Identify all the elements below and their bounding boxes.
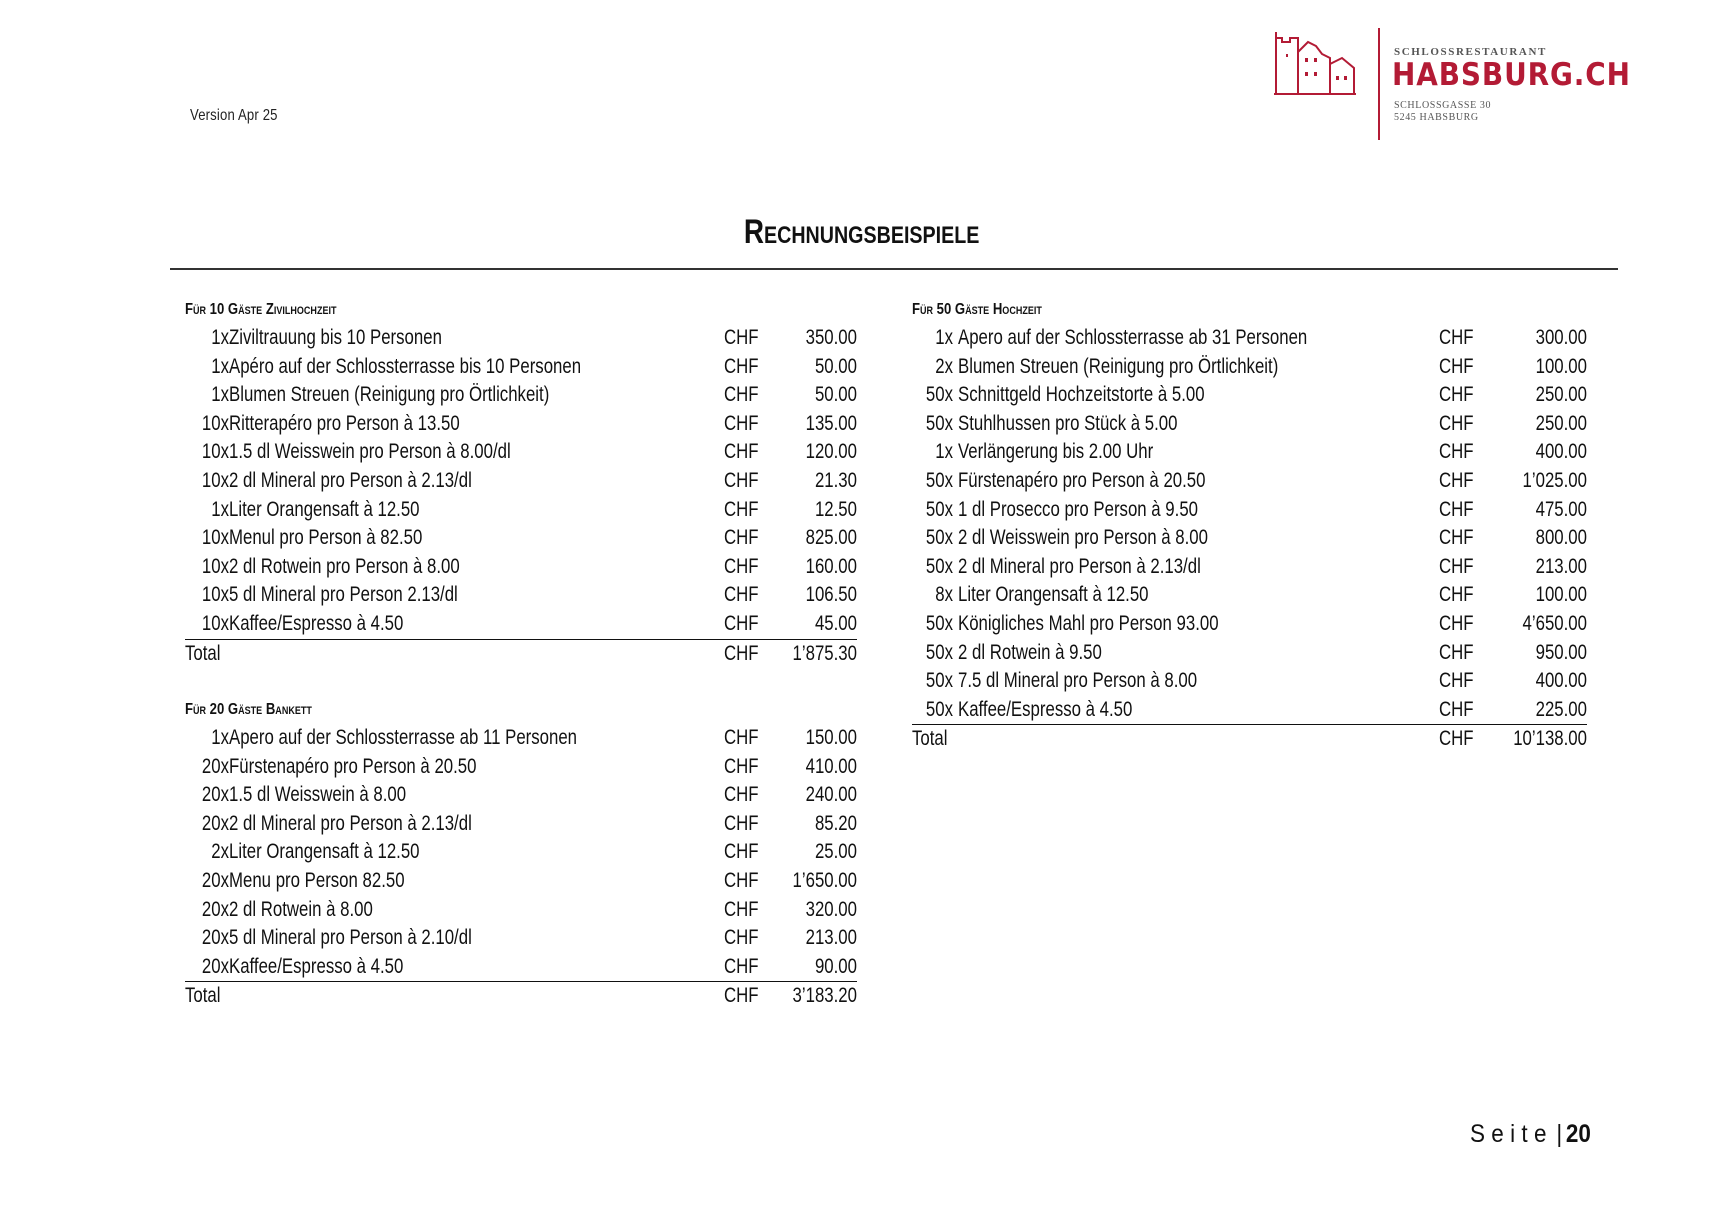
item-description: 1 dl Prosecco pro Person à 9.50 bbox=[958, 497, 1199, 521]
item-quantity: 1x bbox=[935, 440, 953, 464]
logo-brand: HABSBURG.CH bbox=[1392, 57, 1631, 93]
item-quantity: 50x bbox=[925, 554, 953, 578]
item-quantity: 8x bbox=[935, 583, 953, 607]
item-list bbox=[185, 724, 857, 981]
item-currency: CHF bbox=[724, 811, 759, 835]
item-amount: 21.30 bbox=[814, 468, 857, 492]
item-quantity: 20x bbox=[201, 897, 229, 921]
line-item bbox=[912, 639, 1587, 668]
item-amount: 320.00 bbox=[805, 897, 857, 921]
item-quantity: 1x bbox=[935, 326, 953, 349]
line-item bbox=[912, 524, 1587, 553]
item-currency: CHF bbox=[724, 897, 759, 921]
item-description: 5 dl Mineral pro Person 2.13/dl bbox=[229, 583, 458, 607]
item-list bbox=[912, 324, 1587, 724]
item-amount: 45.00 bbox=[814, 611, 857, 635]
item-currency: CHF bbox=[724, 354, 759, 378]
total-label: Total bbox=[185, 984, 221, 1008]
item-amount: 225.00 bbox=[1535, 697, 1587, 721]
item-description: Liter Orangensaft à 12.50 bbox=[229, 497, 420, 521]
item-currency: CHF bbox=[724, 526, 759, 550]
item-currency: CHF bbox=[724, 497, 759, 521]
page-title-wrap bbox=[0, 213, 1723, 252]
item-description: Kaffee/Espresso à 4.50 bbox=[229, 611, 404, 635]
item-currency: CHF bbox=[1439, 554, 1474, 578]
item-description: 5 dl Mineral pro Person à 2.10/dl bbox=[229, 926, 472, 950]
line-item bbox=[912, 667, 1587, 696]
castle-icon bbox=[1272, 28, 1372, 100]
item-amount: 1’650.00 bbox=[792, 868, 857, 892]
line-item bbox=[185, 724, 857, 753]
item-quantity: 50x bbox=[925, 468, 953, 492]
page-footer bbox=[1470, 1120, 1591, 1149]
line-item bbox=[185, 410, 857, 439]
item-currency: CHF bbox=[724, 783, 759, 807]
line-item bbox=[185, 467, 857, 496]
item-amount: 250.00 bbox=[1535, 383, 1587, 407]
item-amount: 100.00 bbox=[1535, 354, 1587, 378]
item-currency: CHF bbox=[724, 411, 759, 435]
item-currency: CHF bbox=[1439, 669, 1474, 693]
item-description: Liter Orangensaft à 12.50 bbox=[229, 840, 420, 864]
item-quantity: 10x bbox=[201, 554, 229, 578]
item-amount: 410.00 bbox=[805, 754, 857, 778]
page-label: Seite bbox=[1470, 1120, 1553, 1148]
item-description: 7.5 dl Mineral pro Person à 8.00 bbox=[958, 669, 1198, 693]
item-description: Kaffee/Espresso à 4.50 bbox=[958, 697, 1133, 721]
item-currency: CHF bbox=[724, 326, 759, 349]
item-currency: CHF bbox=[1439, 326, 1474, 349]
item-description: 2 dl Mineral pro Person à 2.13/dl bbox=[229, 468, 472, 492]
line-item bbox=[185, 953, 857, 982]
line-item bbox=[185, 781, 857, 810]
line-item bbox=[185, 324, 857, 353]
page-number: 20 bbox=[1565, 1120, 1591, 1148]
item-description: Apero auf der Schlossterrasse ab 11 Personen bbox=[229, 726, 578, 749]
item-amount: 120.00 bbox=[805, 440, 857, 464]
item-currency: CHF bbox=[1439, 583, 1474, 607]
item-quantity: 20x bbox=[201, 868, 229, 892]
item-currency: CHF bbox=[724, 440, 759, 464]
item-description: Königliches Mahl pro Person 93.00 bbox=[958, 611, 1219, 635]
total-amount: 10’138.00 bbox=[1513, 727, 1587, 751]
item-amount: 150.00 bbox=[805, 726, 857, 749]
item-description: 2 dl Weisswein pro Person à 8.00 bbox=[958, 526, 1208, 550]
item-currency: CHF bbox=[724, 468, 759, 492]
line-item bbox=[912, 324, 1587, 353]
item-description: Apéro auf der Schlossterrasse bis 10 Personen bbox=[229, 354, 582, 378]
item-currency: CHF bbox=[724, 383, 759, 407]
invoice-example-10-guests bbox=[185, 296, 857, 668]
line-item bbox=[185, 924, 857, 953]
item-quantity: 10x bbox=[201, 411, 229, 435]
version-label: Version Apr 25 bbox=[190, 107, 278, 124]
item-quantity: 1x bbox=[211, 383, 229, 407]
total-amount: 3’183.20 bbox=[792, 984, 857, 1008]
line-item bbox=[912, 353, 1587, 382]
item-quantity: 1x bbox=[211, 726, 229, 749]
line-item bbox=[185, 524, 857, 553]
line-item bbox=[185, 381, 857, 410]
item-amount: 50.00 bbox=[814, 383, 857, 407]
item-currency: CHF bbox=[1439, 497, 1474, 521]
item-description: Ziviltrauung bis 10 Personen bbox=[229, 326, 442, 349]
total-row bbox=[185, 981, 857, 1011]
item-amount: 1’025.00 bbox=[1522, 468, 1587, 492]
item-description: Kaffee/Espresso à 4.50 bbox=[229, 954, 404, 978]
line-item bbox=[912, 438, 1587, 467]
item-currency: CHF bbox=[1439, 697, 1474, 721]
item-description: 2 dl Mineral pro Person à 2.13/dl bbox=[958, 554, 1201, 578]
item-amount: 12.50 bbox=[814, 497, 857, 521]
logo-address-city: 5245 HABSBURG bbox=[1394, 112, 1479, 123]
line-item bbox=[912, 467, 1587, 496]
page-title: Rechnungsbeispiele bbox=[743, 213, 980, 251]
item-amount: 25.00 bbox=[814, 840, 857, 864]
item-amount: 400.00 bbox=[1535, 669, 1587, 693]
logo-tagline: SCHLOSSRESTAURANT bbox=[1394, 46, 1547, 58]
line-item bbox=[185, 353, 857, 382]
item-quantity: 50x bbox=[925, 640, 953, 664]
item-description: 1.5 dl Weisswein pro Person à 8.00/dl bbox=[229, 440, 511, 464]
item-amount: 475.00 bbox=[1535, 497, 1587, 521]
item-list bbox=[185, 324, 857, 639]
item-amount: 4’650.00 bbox=[1522, 611, 1587, 635]
total-amount: 1’875.30 bbox=[792, 641, 857, 665]
item-currency: CHF bbox=[724, 868, 759, 892]
item-quantity: 10x bbox=[201, 468, 229, 492]
item-currency: CHF bbox=[1439, 354, 1474, 378]
total-row bbox=[185, 639, 857, 669]
item-currency: CHF bbox=[724, 754, 759, 778]
item-quantity: 20x bbox=[201, 754, 229, 778]
item-quantity: 2x bbox=[211, 840, 229, 864]
item-quantity: 50x bbox=[925, 411, 953, 435]
line-item bbox=[185, 610, 857, 639]
block-heading: Für 50 Gäste Hochzeit bbox=[912, 301, 1042, 318]
item-amount: 90.00 bbox=[814, 954, 857, 978]
item-currency: CHF bbox=[1439, 640, 1474, 664]
line-item bbox=[912, 496, 1587, 525]
total-label: Total bbox=[185, 641, 221, 665]
total-currency: CHF bbox=[724, 641, 759, 665]
item-amount: 800.00 bbox=[1535, 526, 1587, 550]
item-amount: 100.00 bbox=[1535, 583, 1587, 607]
item-quantity: 2x bbox=[935, 354, 953, 378]
item-description: Menul pro Person à 82.50 bbox=[229, 526, 423, 550]
item-currency: CHF bbox=[724, 926, 759, 950]
item-amount: 85.20 bbox=[814, 811, 857, 835]
line-item bbox=[912, 581, 1587, 610]
item-description: 2 dl Mineral pro Person à 2.13/dl bbox=[229, 811, 472, 835]
line-item bbox=[185, 581, 857, 610]
item-description: Stuhlhussen pro Stück à 5.00 bbox=[958, 411, 1178, 435]
item-quantity: 20x bbox=[201, 926, 229, 950]
item-quantity: 10x bbox=[201, 583, 229, 607]
item-description: Fürstenapéro pro Person à 20.50 bbox=[229, 754, 477, 778]
line-item bbox=[912, 410, 1587, 439]
item-currency: CHF bbox=[724, 726, 759, 749]
item-currency: CHF bbox=[1439, 526, 1474, 550]
item-quantity: 1x bbox=[211, 497, 229, 521]
total-label: Total bbox=[912, 727, 948, 751]
item-amount: 400.00 bbox=[1535, 440, 1587, 464]
item-description: 1.5 dl Weisswein à 8.00 bbox=[229, 783, 407, 807]
block-heading: Für 20 Gäste Bankett bbox=[185, 701, 312, 718]
item-quantity: 20x bbox=[201, 811, 229, 835]
item-currency: CHF bbox=[1439, 468, 1474, 492]
item-description: 2 dl Rotwein à 9.50 bbox=[958, 640, 1102, 664]
item-amount: 160.00 bbox=[805, 554, 857, 578]
line-item bbox=[185, 753, 857, 782]
item-description: Apero auf der Schlossterrasse ab 31 Personen bbox=[958, 326, 1308, 349]
line-item bbox=[185, 810, 857, 839]
total-row bbox=[912, 724, 1587, 754]
item-description: Schnittgeld Hochzeitstorte à 5.00 bbox=[958, 383, 1205, 407]
total-currency: CHF bbox=[724, 984, 759, 1008]
item-description: Ritterapéro pro Person à 13.50 bbox=[229, 411, 460, 435]
item-currency: CHF bbox=[1439, 411, 1474, 435]
line-item bbox=[185, 867, 857, 896]
item-amount: 213.00 bbox=[1535, 554, 1587, 578]
item-currency: CHF bbox=[724, 554, 759, 578]
line-item bbox=[185, 838, 857, 867]
invoice-example-50-guests bbox=[912, 296, 1587, 754]
item-quantity: 20x bbox=[201, 783, 229, 807]
item-amount: 50.00 bbox=[814, 354, 857, 378]
total-currency: CHF bbox=[1439, 727, 1474, 751]
item-amount: 106.50 bbox=[805, 583, 857, 607]
item-amount: 300.00 bbox=[1535, 326, 1587, 349]
item-description: 2 dl Rotwein à 8.00 bbox=[229, 897, 373, 921]
item-currency: CHF bbox=[1439, 440, 1474, 464]
line-item bbox=[185, 438, 857, 467]
item-amount: 240.00 bbox=[805, 783, 857, 807]
line-item bbox=[912, 696, 1587, 725]
line-item bbox=[912, 381, 1587, 410]
line-item bbox=[912, 553, 1587, 582]
item-currency: CHF bbox=[1439, 383, 1474, 407]
line-item bbox=[185, 496, 857, 525]
item-description: Blumen Streuen (Reinigung pro Örtlichkeit) bbox=[958, 354, 1279, 378]
item-quantity: 20x bbox=[201, 954, 229, 978]
item-currency: CHF bbox=[724, 611, 759, 635]
item-amount: 213.00 bbox=[805, 926, 857, 950]
item-quantity: 50x bbox=[925, 383, 953, 407]
item-quantity: 10x bbox=[201, 526, 229, 550]
item-amount: 250.00 bbox=[1535, 411, 1587, 435]
item-quantity: 50x bbox=[925, 497, 953, 521]
title-divider bbox=[170, 268, 1618, 270]
item-description: Menu pro Person 82.50 bbox=[229, 868, 405, 892]
item-amount: 825.00 bbox=[805, 526, 857, 550]
page-separator: | bbox=[1556, 1120, 1563, 1148]
item-currency: CHF bbox=[1439, 611, 1474, 635]
logo-divider bbox=[1378, 28, 1380, 140]
item-quantity: 50x bbox=[925, 611, 953, 635]
item-amount: 135.00 bbox=[805, 411, 857, 435]
logo-address-street: SCHLOSSGASSE 30 bbox=[1394, 100, 1492, 111]
item-description: Verlängerung bis 2.00 Uhr bbox=[958, 440, 1154, 464]
line-item bbox=[185, 896, 857, 925]
restaurant-logo bbox=[1270, 28, 1631, 143]
item-currency: CHF bbox=[724, 840, 759, 864]
item-quantity: 50x bbox=[925, 526, 953, 550]
invoice-example-20-guests bbox=[185, 696, 857, 1011]
block-heading: Für 10 Gäste Zivilhochzeit bbox=[185, 301, 337, 318]
line-item bbox=[912, 610, 1587, 639]
item-description: 2 dl Rotwein pro Person à 8.00 bbox=[229, 554, 460, 578]
item-currency: CHF bbox=[724, 954, 759, 978]
item-quantity: 10x bbox=[201, 611, 229, 635]
item-amount: 950.00 bbox=[1535, 640, 1587, 664]
item-quantity: 50x bbox=[925, 669, 953, 693]
item-currency: CHF bbox=[724, 583, 759, 607]
item-quantity: 10x bbox=[201, 440, 229, 464]
item-description: Blumen Streuen (Reinigung pro Örtlichkeit) bbox=[229, 383, 550, 407]
line-item bbox=[185, 553, 857, 582]
item-description: Liter Orangensaft à 12.50 bbox=[958, 583, 1149, 607]
item-amount: 350.00 bbox=[805, 326, 857, 349]
item-quantity: 1x bbox=[211, 326, 229, 349]
item-description: Fürstenapéro pro Person à 20.50 bbox=[958, 468, 1206, 492]
item-quantity: 1x bbox=[211, 354, 229, 378]
item-quantity: 50x bbox=[925, 697, 953, 721]
